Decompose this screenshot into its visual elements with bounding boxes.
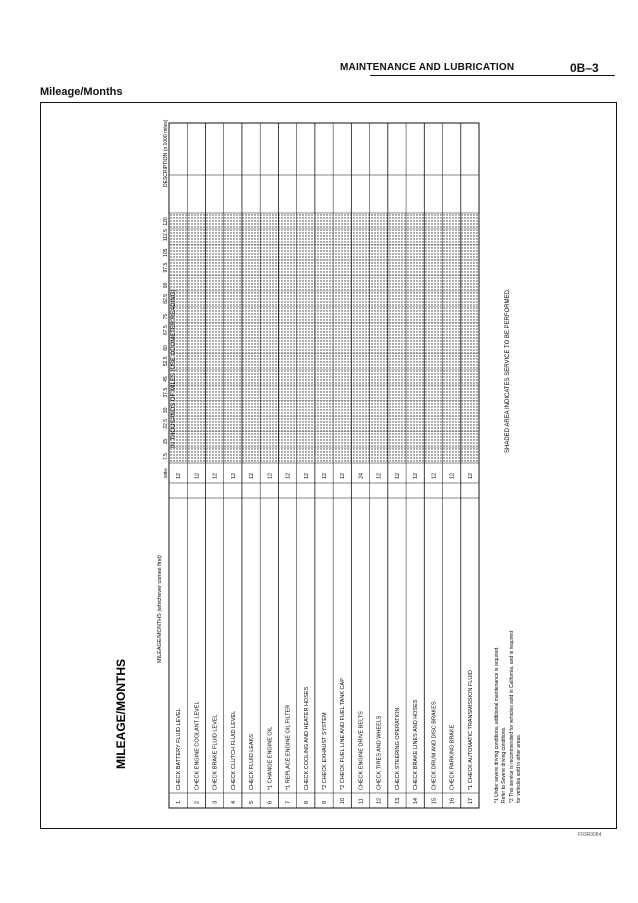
mileage-schedule-figure	[41, 103, 616, 828]
mileage-value: 97.5	[163, 262, 169, 273]
row-months: 12	[194, 472, 201, 479]
mileage-value: 60	[163, 345, 169, 351]
row-item: CHECK ENGINE COOLANT LEVEL	[194, 701, 201, 790]
row-months: 12	[413, 472, 420, 479]
section-title: MAINTENANCE AND LUBRICATION	[340, 62, 515, 73]
mileage-value: 75	[163, 313, 169, 320]
row-item: CHECK ENGINE DRIVE BELTS	[358, 711, 365, 790]
row-number: 11	[358, 798, 365, 804]
figure-code: F03R0084	[578, 832, 602, 838]
mileage-value: 15	[163, 438, 169, 445]
row-months: 12	[376, 472, 383, 479]
row-item: CHECK BRAKE FLUID LEVEL	[212, 714, 219, 790]
footnote-4: for vehicles sold in other areas.	[516, 733, 522, 803]
header-rule	[370, 75, 615, 76]
mileage-value: 52.5	[163, 356, 169, 367]
footnote-1: *1 Under severe driving conditions, additional maintenance is required.	[494, 646, 500, 803]
mileage-value: 7.5	[163, 453, 169, 460]
row-number: 9	[322, 800, 328, 804]
mileage-value: 30	[163, 407, 169, 414]
shading-legend: SHADED AREA INDICATES SERVICE TO BE PERFORMED.	[505, 288, 511, 453]
row-item: *2 CHECK EXHAUST SYSTEM	[322, 712, 328, 790]
row-item: *1 CHANGE ENGINE OIL	[267, 726, 274, 790]
mileage-value: 82.5	[163, 294, 169, 304]
row-number: 12	[376, 797, 383, 804]
mileage-value: 112.5	[163, 229, 169, 242]
row-number: 17	[467, 797, 474, 804]
row-number: 8	[303, 800, 310, 804]
row-months: 12	[340, 472, 347, 479]
row-months: 12	[449, 472, 456, 479]
row-months: 12	[285, 472, 292, 479]
row-number: 7	[285, 800, 292, 804]
mileage-value: 37.5	[163, 387, 169, 398]
row-months: 12	[431, 472, 438, 479]
row-months: 12	[249, 472, 256, 479]
row-item: CHECK BATTERY FLUID LEVEL	[176, 708, 183, 790]
row-number: 6	[267, 800, 274, 804]
row-item: CHECK CLUTCH FLUID LEVEL	[230, 710, 237, 790]
page-number: 0B–3	[570, 61, 599, 75]
row-months: 12	[303, 472, 310, 479]
row-months: 12	[267, 472, 274, 479]
months-header: Mths	[163, 468, 168, 478]
row-item: CHECK TIRES AND WHEELS	[376, 715, 383, 790]
row-months: 12	[176, 472, 183, 479]
row-number: 16	[449, 797, 456, 804]
mileage-value: 45	[163, 376, 169, 382]
footnote-2: Refer to Severe driving conditions.	[501, 726, 507, 803]
row-number: 1	[176, 800, 183, 804]
mileage-value: 22.5	[163, 419, 169, 429]
row-item: CHECK STEERING OPERATION	[394, 707, 401, 790]
schedule-table	[157, 119, 479, 808]
row-number: 3	[212, 800, 219, 804]
row-item: *2 CHECK FUEL LINE AND FUEL TANK CAP	[340, 678, 347, 790]
row-item: *1 CHECK AUTOMATIC TRANSMISSION FLUID	[467, 670, 474, 790]
mileage-value: 120	[163, 217, 169, 226]
row-item: CHECK DRUM AND DISC BRAKES	[431, 701, 438, 790]
row-item: CHECK FLUID LEAKS	[249, 734, 256, 790]
row-number: 4	[230, 800, 237, 804]
description-header: DESCRIPTION	[163, 152, 169, 187]
figure-frame	[40, 102, 617, 829]
row-number: 15	[431, 797, 438, 804]
row-item: CHECK PARKING BRAKE	[449, 724, 456, 790]
figure-title: MILEAGE/MONTHS	[114, 659, 128, 769]
row-number: 13	[394, 797, 401, 804]
mileage-value: 90	[163, 282, 169, 289]
row-item: CHECK BRAKE LINES AND HOSES	[413, 699, 420, 790]
footnotes	[494, 631, 522, 803]
row-number: 14	[413, 797, 420, 804]
column-header: MILEAGE/MONTHS (whichever comes first)	[157, 555, 163, 663]
footnote-3: *2 This service is recommended for vehicles sold in California, and is required	[509, 631, 515, 803]
row-months: 12	[322, 472, 328, 479]
unit-note: (x 1000 miles)	[163, 119, 169, 151]
row-number: 5	[249, 800, 256, 804]
row-months: 12	[230, 472, 237, 479]
row-number: 2	[194, 800, 201, 804]
page-subtitle: Mileage/Months	[40, 86, 123, 98]
mileage-value: 105	[163, 248, 169, 257]
row-item: CHECK COOLING AND HEATER HOSES	[303, 686, 310, 790]
row-months: 12	[394, 472, 401, 479]
mileage-value: 67.5	[163, 325, 169, 335]
mileage-header: IN THOUSANDS OF MILES (USE ODOMETER READING)	[171, 289, 177, 448]
row-number: 10	[340, 797, 347, 804]
row-months: 24	[358, 472, 365, 479]
row-months: 12	[212, 472, 219, 479]
row-months: 12	[467, 472, 474, 479]
row-item: *1 REPLACE ENGINE OIL FILTER	[285, 704, 292, 790]
